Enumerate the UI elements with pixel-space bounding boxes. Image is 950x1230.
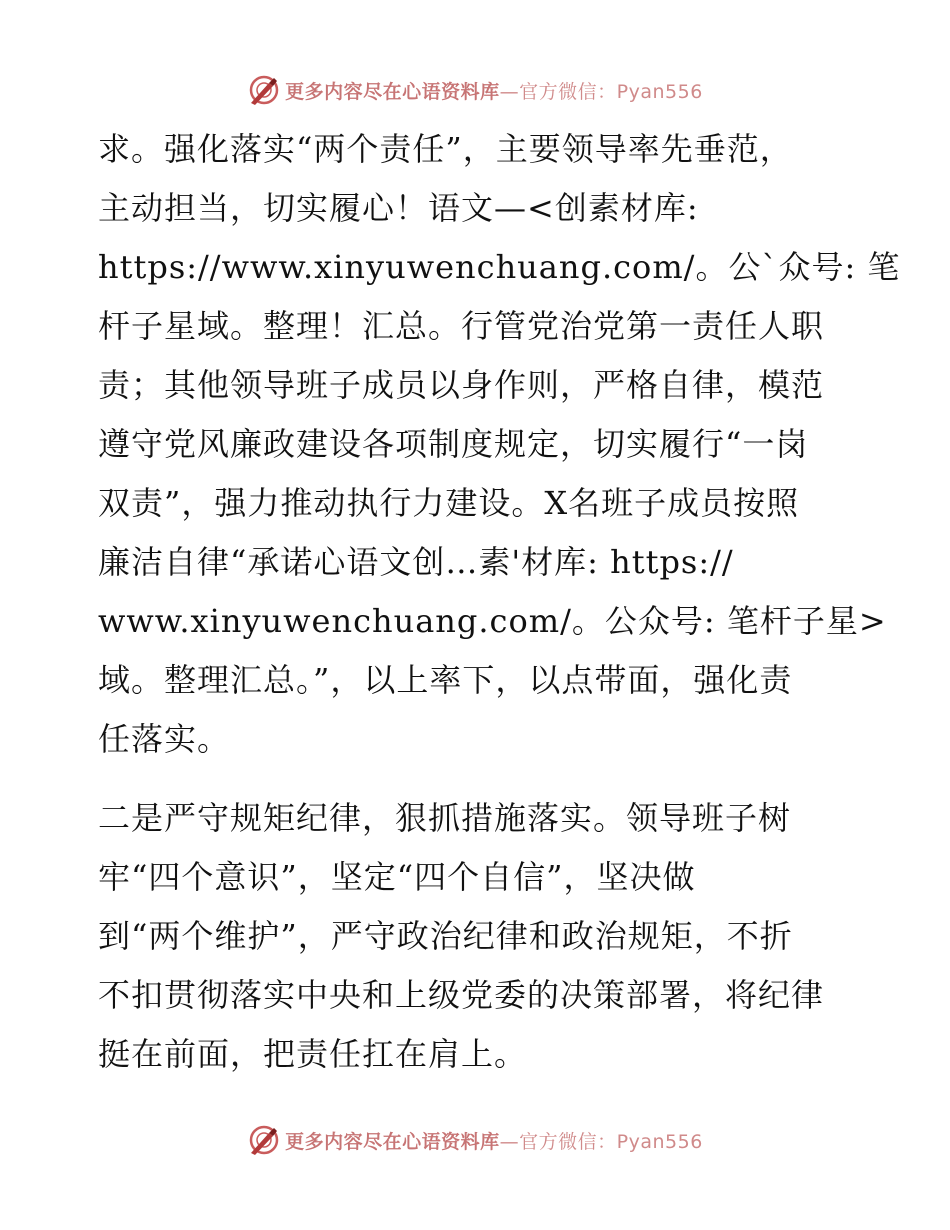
text-line: 廉洁自律“承诺心语文创…素'材库: https:// xyxy=(98,543,734,581)
watermark-suffix: 官方微信：Pyan556 xyxy=(519,1130,703,1153)
watermark-brand: 更多内容尽在心语资料库 xyxy=(285,1130,500,1153)
text-line: 杆子星域。整理！汇总。行管党治党第一责任人职 xyxy=(98,307,825,345)
text-line: 遵守党风廉政建设各项制度规定，切实履行“一岗 xyxy=(98,425,809,463)
footer-watermark xyxy=(0,1122,950,1158)
pen-logo-icon xyxy=(247,73,281,107)
pen-logo-icon xyxy=(247,1123,281,1157)
watermark-text xyxy=(285,77,703,104)
watermark-separator: — xyxy=(499,1130,520,1153)
text-line: 到“两个维护”，严守政治纪律和政治规矩，不折 xyxy=(98,917,793,955)
text-line: 牢“四个意识”，坚定“四个自信”，坚决做 xyxy=(98,858,696,896)
text-line: 二是严守规矩纪律，狠抓措施落实。领导班子树 xyxy=(98,799,792,837)
text-line: https://www.xinyuwenchuang.com/。公`众号: 笔 xyxy=(98,248,901,286)
text-line: 双责”，强力推动执行力建设。X名班子成员按照 xyxy=(98,484,800,522)
watermark-brand: 更多内容尽在心语资料库 xyxy=(285,80,500,103)
text-line: 主动担当，切实履心！语文—<创素材库: xyxy=(98,189,699,227)
paragraph-gap xyxy=(98,769,858,789)
text-line: 不扣贯彻落实中央和上级党委的决策部署，将纪律 xyxy=(98,976,825,1014)
paragraph-2 xyxy=(98,789,858,1084)
text-line: 域。整理汇总。”，以上率下，以点带面，强化责 xyxy=(98,661,793,699)
text-line: www.xinyuwenchuang.com/。公众号: 笔杆子星> xyxy=(98,602,887,640)
text-line: 任落实。 xyxy=(98,720,231,758)
paragraph-1 xyxy=(98,120,901,769)
text-line: 挺在前面，把责任扛在肩上。 xyxy=(98,1035,528,1073)
header-watermark xyxy=(0,72,950,108)
watermark-separator: — xyxy=(499,80,520,103)
watermark-text xyxy=(285,1127,703,1154)
watermark-suffix: 官方微信：Pyan556 xyxy=(519,80,703,103)
text-line: 责；其他领导班子成员以身作则，严格自律，模范 xyxy=(98,366,825,404)
text-line: 求。强化落实“两个责任”，主要领导率先垂范， xyxy=(98,130,793,168)
document-body xyxy=(98,120,901,1084)
